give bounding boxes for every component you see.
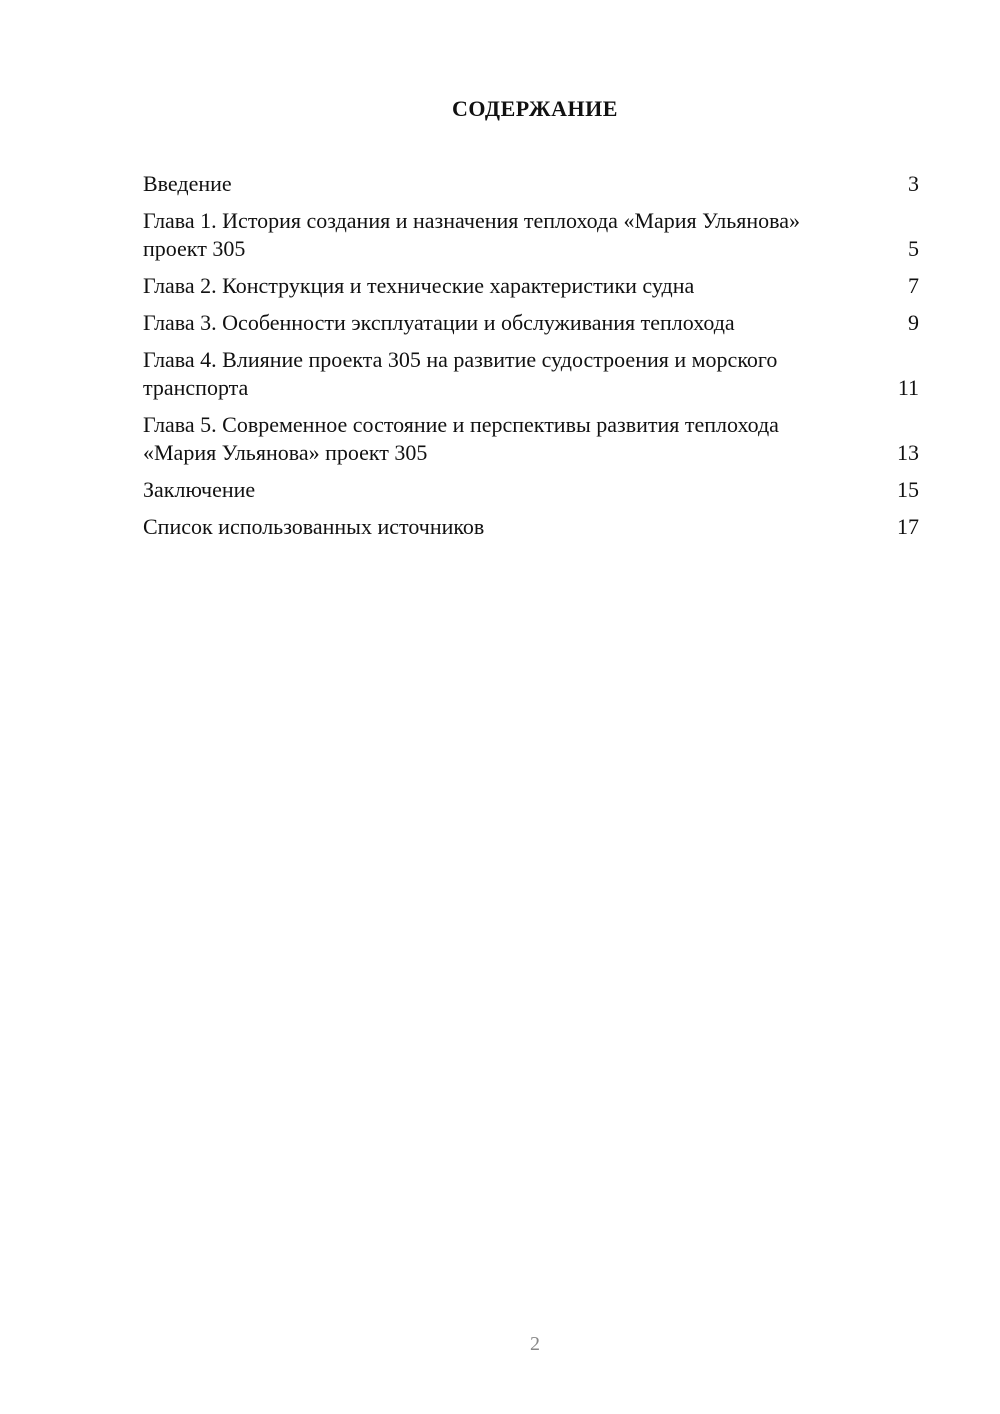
toc-entry-title: Глава 1. История создания и назначения теплохода «Мария Ульянова» проект 305 [143, 208, 801, 261]
toc-entry-title: Глава 4. Влияние проекта 305 на развитие судостроения и морского транспорта [143, 347, 778, 400]
toc-entry-title: Глава 2. Конструкция и технические характеристики судна [143, 273, 695, 298]
toc-entry-introduction[interactable] [143, 170, 919, 198]
table-of-contents [143, 170, 919, 550]
toc-entry-title: Введение [143, 171, 232, 196]
toc-entry-references[interactable] [143, 513, 919, 541]
toc-entry-title: Глава 5. Современное состояние и перспективы развития теплохода «Мария Ульянова» проект 305 [143, 412, 779, 465]
toc-entry-chapter-3[interactable] [143, 309, 919, 337]
toc-entry-title: Список использованных источников [143, 514, 485, 539]
toc-entry-page: 15 [897, 477, 919, 502]
toc-entry-page: 11 [897, 375, 919, 400]
toc-entry-title: Глава 3. Особенности эксплуатации и обслуживания теплохода [143, 310, 735, 335]
toc-entry-chapter-5[interactable] [143, 411, 919, 467]
toc-entry-chapter-2[interactable] [143, 272, 919, 300]
toc-entry-page: 5 [908, 236, 919, 261]
page-number: 2 [530, 1333, 540, 1355]
toc-entry-page: 13 [897, 440, 919, 465]
toc-entry-page: 9 [908, 310, 919, 335]
toc-entry-conclusion[interactable] [143, 476, 919, 504]
toc-entry-chapter-1[interactable] [143, 207, 919, 263]
toc-entry-page: 3 [908, 171, 919, 196]
page-title: СОДЕРЖАНИЕ [452, 96, 618, 121]
toc-entry-page: 17 [897, 514, 919, 539]
toc-entry-page: 7 [908, 273, 919, 298]
toc-entry-title: Заключение [143, 477, 256, 502]
toc-entry-chapter-4[interactable] [143, 346, 919, 402]
